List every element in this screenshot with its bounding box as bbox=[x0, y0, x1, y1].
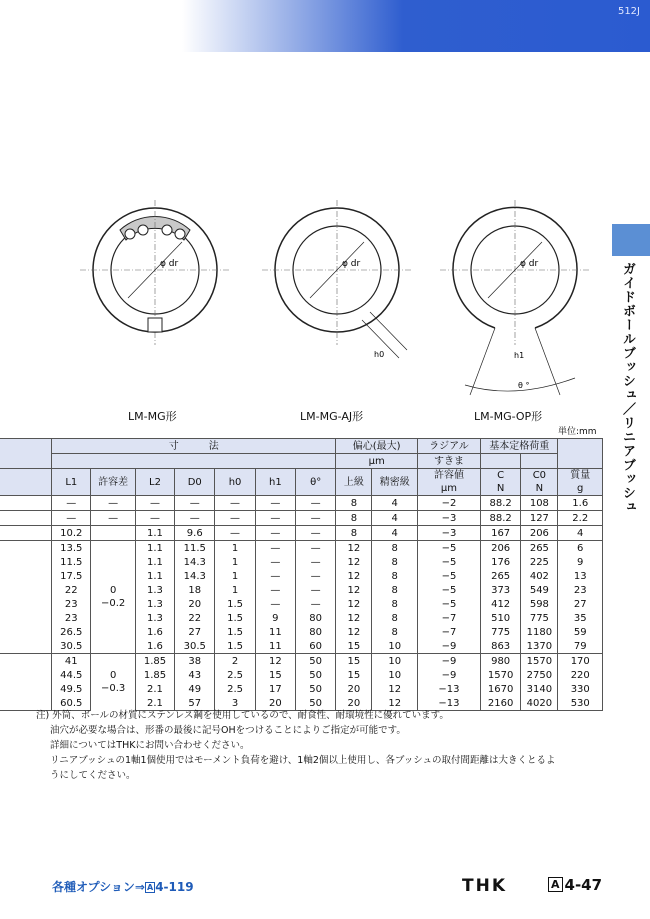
table-cell bbox=[91, 526, 135, 541]
table-cell: 1.6 bbox=[135, 639, 174, 654]
table-cell: 775 bbox=[480, 625, 520, 639]
table-cell: 20 bbox=[336, 682, 372, 696]
table-cell: 1.5 bbox=[215, 611, 255, 625]
header-band bbox=[0, 0, 650, 52]
table-cell: −13 bbox=[417, 682, 480, 696]
table-cell: 598 bbox=[521, 597, 558, 611]
table-cell: 1.5 bbox=[215, 625, 255, 639]
table-cell: 1570 bbox=[521, 654, 558, 669]
table-cell: 80 bbox=[296, 611, 336, 625]
table-cell: 12 bbox=[372, 682, 417, 696]
table-row bbox=[0, 583, 603, 597]
table-cell: 1 bbox=[215, 583, 255, 597]
table-cell: 549 bbox=[521, 583, 558, 597]
radial-header-2: すきま bbox=[417, 454, 480, 469]
table-row bbox=[0, 555, 603, 569]
table-cell: 22 bbox=[52, 583, 91, 597]
table-cell: 17.5 bbox=[52, 569, 91, 583]
table-cell: 38 bbox=[175, 654, 215, 669]
side-tab-text: ガイドボールブッシュ／リニアブッシュ bbox=[620, 262, 635, 514]
table-cell: −3 bbox=[417, 511, 480, 526]
table-cell: — bbox=[296, 496, 336, 511]
table-cell: 18 bbox=[175, 583, 215, 597]
table-cell: 1.5 bbox=[215, 597, 255, 611]
h1-label: h1 bbox=[514, 351, 525, 360]
table-cell: 20 bbox=[175, 597, 215, 611]
dr-label-1: φ dr bbox=[160, 259, 179, 269]
table-cell: 167 bbox=[480, 526, 520, 541]
table-cell: 1.3 bbox=[135, 611, 174, 625]
table-cell: 4 bbox=[372, 526, 417, 541]
notes bbox=[36, 708, 556, 783]
table-cell: — bbox=[255, 526, 295, 541]
table-cell: −5 bbox=[417, 583, 480, 597]
table-cell: 8 bbox=[372, 625, 417, 639]
col-tol: 許容差 bbox=[91, 469, 135, 496]
table-cell: 35 bbox=[558, 611, 603, 625]
table-cell: 1.85 bbox=[135, 668, 174, 682]
table-cell: — bbox=[255, 555, 295, 569]
model-cell bbox=[0, 583, 52, 597]
model-cell bbox=[0, 496, 52, 511]
table-cell: 2160 bbox=[480, 696, 520, 711]
page-code: 512J bbox=[617, 6, 640, 17]
page-number bbox=[548, 876, 602, 894]
col-h0: h0 bbox=[215, 469, 255, 496]
table-cell: 2750 bbox=[521, 668, 558, 682]
table-cell: 1.1 bbox=[135, 555, 174, 569]
tol-cell: 0 −0.2 bbox=[91, 541, 135, 654]
table-cell: 1 bbox=[215, 569, 255, 583]
table-cell: 23 bbox=[52, 611, 91, 625]
table-cell: 6 bbox=[558, 541, 603, 556]
table-cell: 8 bbox=[372, 597, 417, 611]
spec-table-body bbox=[0, 496, 603, 711]
table-cell: 980 bbox=[480, 654, 520, 669]
table-cell: 11 bbox=[255, 639, 295, 654]
col-c: C bbox=[497, 470, 505, 481]
note-4: うにしてください。 bbox=[50, 770, 136, 781]
table-row bbox=[0, 639, 603, 654]
table-cell: — bbox=[255, 496, 295, 511]
table-cell: 1.85 bbox=[135, 654, 174, 669]
table-cell: 3140 bbox=[521, 682, 558, 696]
radial-unit: μm bbox=[440, 483, 458, 494]
diagram-label-2: LM-MG-AJ形 bbox=[300, 410, 364, 423]
options-link[interactable] bbox=[52, 878, 194, 895]
table-cell: 12 bbox=[336, 555, 372, 569]
table-cell: 27 bbox=[558, 597, 603, 611]
table-cell: — bbox=[215, 526, 255, 541]
table-cell: 26.5 bbox=[52, 625, 91, 639]
diagram-label-3: LM-MG-OP形 bbox=[474, 410, 543, 423]
table-cell: — bbox=[255, 511, 295, 526]
table-cell: — bbox=[135, 496, 174, 511]
col-c0: C0 bbox=[532, 470, 547, 481]
dims-header: 寸 法 bbox=[52, 439, 336, 454]
dr-label-2: φ dr bbox=[342, 259, 361, 269]
table-cell: 50 bbox=[296, 668, 336, 682]
table-cell: 2.2 bbox=[558, 511, 603, 526]
table-cell: 30.5 bbox=[52, 639, 91, 654]
col-mass: 質量 bbox=[570, 470, 591, 481]
table-cell: 8 bbox=[336, 496, 372, 511]
diagram-lm-mg bbox=[80, 200, 230, 350]
table-cell: 1370 bbox=[521, 639, 558, 654]
table-cell: — bbox=[255, 541, 295, 556]
table-cell: −3 bbox=[417, 526, 480, 541]
table-cell: 17 bbox=[255, 682, 295, 696]
table-cell: 2.5 bbox=[215, 668, 255, 682]
table-cell: 57 bbox=[175, 696, 215, 711]
note-1: 油穴が必要な場合は、形番の最後に記号OHをつけることによりご指定が可能です。 bbox=[50, 725, 406, 736]
h0-label: h0 bbox=[374, 350, 385, 359]
table-cell: — bbox=[255, 583, 295, 597]
col-l2: L2 bbox=[135, 469, 174, 496]
table-cell: 206 bbox=[521, 526, 558, 541]
table-cell: — bbox=[255, 597, 295, 611]
table-cell: 9 bbox=[558, 555, 603, 569]
table-cell: 8 bbox=[372, 569, 417, 583]
col-h1: h1 bbox=[255, 469, 295, 496]
table-cell: −13 bbox=[417, 696, 480, 711]
table-row bbox=[0, 611, 603, 625]
table-row bbox=[0, 541, 603, 556]
table-cell: −7 bbox=[417, 625, 480, 639]
table-cell: 8 bbox=[372, 555, 417, 569]
table-cell: 1.1 bbox=[135, 541, 174, 556]
table-cell: 2 bbox=[215, 654, 255, 669]
table-cell: 9 bbox=[255, 611, 295, 625]
model-cell bbox=[0, 511, 52, 526]
table-row bbox=[0, 597, 603, 611]
model-cell bbox=[0, 541, 52, 556]
table-cell: 10 bbox=[372, 639, 417, 654]
table-cell: 108 bbox=[521, 496, 558, 511]
table-cell: 176 bbox=[480, 555, 520, 569]
model-cell bbox=[0, 569, 52, 583]
table-cell: 4 bbox=[372, 511, 417, 526]
table-cell: 127 bbox=[521, 511, 558, 526]
table-cell: 10.2 bbox=[52, 526, 91, 541]
table-cell: 79 bbox=[558, 639, 603, 654]
table-row bbox=[0, 668, 603, 682]
table-cell: 15 bbox=[255, 668, 295, 682]
table-cell: −9 bbox=[417, 654, 480, 669]
table-cell: 3 bbox=[215, 696, 255, 711]
diagram-lm-mg-aj bbox=[262, 200, 422, 365]
table-cell: 530 bbox=[558, 696, 603, 711]
table-cell: 88.2 bbox=[480, 496, 520, 511]
unit-label: 単位:mm bbox=[558, 427, 597, 437]
table-cell: −5 bbox=[417, 569, 480, 583]
table-cell: 15 bbox=[336, 639, 372, 654]
table-row bbox=[0, 526, 603, 541]
diagram-label-1: LM-MG形 bbox=[128, 410, 177, 423]
table-cell: −9 bbox=[417, 639, 480, 654]
options-link-page: 4-119 bbox=[155, 880, 194, 894]
table-cell: 225 bbox=[521, 555, 558, 569]
table-cell: 23 bbox=[52, 597, 91, 611]
col-l1: L1 bbox=[52, 469, 91, 496]
model-cell bbox=[0, 682, 52, 696]
table-cell: 863 bbox=[480, 639, 520, 654]
table-cell: 49.5 bbox=[52, 682, 91, 696]
table-cell: 11.5 bbox=[175, 541, 215, 556]
table-cell: −5 bbox=[417, 597, 480, 611]
ecc-header: 偏心(最大) bbox=[336, 439, 418, 454]
table-cell: 13 bbox=[558, 569, 603, 583]
load-header: 基本定格荷重 bbox=[480, 439, 557, 454]
table-cell: 1.5 bbox=[215, 639, 255, 654]
table-cell: 4020 bbox=[521, 696, 558, 711]
table-cell: 10 bbox=[372, 654, 417, 669]
note-3: リニアブッシュの1軸1個使用ではモーメント負荷を避け、1軸2個以上使用し、各ブッシュの取付間距離は大きくとるよ bbox=[50, 755, 556, 766]
diagram-lm-mg-op bbox=[440, 200, 590, 400]
table-cell: 15 bbox=[336, 668, 372, 682]
table-cell: 49 bbox=[175, 682, 215, 696]
table-cell: 23 bbox=[558, 583, 603, 597]
table-cell: 170 bbox=[558, 654, 603, 669]
table-cell: 12 bbox=[336, 625, 372, 639]
table-cell: −5 bbox=[417, 555, 480, 569]
col-c-unit: N bbox=[496, 483, 505, 494]
table-cell: 206 bbox=[480, 541, 520, 556]
thk-logo: THK bbox=[462, 876, 507, 896]
table-row bbox=[0, 625, 603, 639]
table-cell: 1.6 bbox=[558, 496, 603, 511]
table-cell: — bbox=[296, 541, 336, 556]
tol-cell: 0 −0.3 bbox=[91, 654, 135, 711]
table-cell: 1.3 bbox=[135, 583, 174, 597]
table-cell: 22 bbox=[175, 611, 215, 625]
note-2: 詳細についてはTHKにお問い合わせください。 bbox=[50, 740, 250, 751]
table-cell: 1 bbox=[215, 541, 255, 556]
table-cell: 8 bbox=[372, 583, 417, 597]
table-cell: — bbox=[175, 496, 215, 511]
table-cell: — bbox=[296, 526, 336, 541]
spec-table bbox=[0, 438, 603, 711]
table-cell: 15 bbox=[336, 654, 372, 669]
table-cell: 373 bbox=[480, 583, 520, 597]
dr-label-3: φ dr bbox=[520, 259, 539, 269]
table-cell: 2.1 bbox=[135, 696, 174, 711]
table-cell: 80 bbox=[296, 625, 336, 639]
table-cell: −2 bbox=[417, 496, 480, 511]
table-cell: 330 bbox=[558, 682, 603, 696]
table-cell: 11.5 bbox=[52, 555, 91, 569]
options-link-box: A bbox=[146, 883, 154, 892]
theta-label: θ ° bbox=[518, 381, 530, 390]
table-cell: 412 bbox=[480, 597, 520, 611]
ecc-unit: μm bbox=[336, 454, 418, 469]
table-cell: 9.6 bbox=[175, 526, 215, 541]
table-cell: 1.1 bbox=[135, 569, 174, 583]
table-cell: — bbox=[91, 511, 135, 526]
model-cell bbox=[0, 597, 52, 611]
table-cell: 1.3 bbox=[135, 597, 174, 611]
table-cell: −9 bbox=[417, 668, 480, 682]
table-cell: 88.2 bbox=[480, 511, 520, 526]
table-cell: 4 bbox=[558, 526, 603, 541]
col-d0: D0 bbox=[175, 469, 215, 496]
page-box: A bbox=[548, 877, 563, 892]
table-cell: — bbox=[296, 583, 336, 597]
table-cell: — bbox=[296, 555, 336, 569]
table-cell: 27 bbox=[175, 625, 215, 639]
table-cell: 60 bbox=[296, 639, 336, 654]
table-cell: 4 bbox=[372, 496, 417, 511]
table-cell: 1.1 bbox=[135, 526, 174, 541]
table-cell: 50 bbox=[296, 696, 336, 711]
table-cell: 13.5 bbox=[52, 541, 91, 556]
table-row bbox=[0, 654, 603, 669]
table-cell: 12 bbox=[336, 611, 372, 625]
table-cell: 265 bbox=[480, 569, 520, 583]
table-cell: 30.5 bbox=[175, 639, 215, 654]
table-cell: 1180 bbox=[521, 625, 558, 639]
table-cell: 8 bbox=[372, 541, 417, 556]
table-cell: 1 bbox=[215, 555, 255, 569]
table-cell: 510 bbox=[480, 611, 520, 625]
table-row bbox=[0, 569, 603, 583]
col-theta: θ° bbox=[296, 469, 336, 496]
table-cell: −7 bbox=[417, 611, 480, 625]
table-cell: 59 bbox=[558, 625, 603, 639]
table-cell: 2.1 bbox=[135, 682, 174, 696]
table-cell: 50 bbox=[296, 654, 336, 669]
table-cell: — bbox=[296, 511, 336, 526]
table-cell: 8 bbox=[372, 611, 417, 625]
table-cell: — bbox=[52, 496, 91, 511]
table-cell: 10 bbox=[372, 668, 417, 682]
radial-header-1: ラジアル bbox=[417, 439, 480, 454]
table-cell: 1.6 bbox=[135, 625, 174, 639]
table-cell: — bbox=[296, 569, 336, 583]
table-cell: — bbox=[175, 511, 215, 526]
options-link-text: 各種オプション⇒ bbox=[52, 880, 145, 894]
table-cell: 265 bbox=[521, 541, 558, 556]
table-cell: — bbox=[52, 511, 91, 526]
table-cell: 220 bbox=[558, 668, 603, 682]
table-cell: 41 bbox=[52, 654, 91, 669]
note-0: 注) 外筒、ボールの材質にステンレス鋼を使用しているので、耐食性、耐環境性に優れています。 bbox=[36, 710, 449, 721]
table-cell: — bbox=[135, 511, 174, 526]
col-upper: 上級 bbox=[336, 469, 372, 496]
table-cell: 1670 bbox=[480, 682, 520, 696]
table-cell: −5 bbox=[417, 541, 480, 556]
table-cell: — bbox=[215, 496, 255, 511]
model-cell bbox=[0, 668, 52, 682]
table-cell: — bbox=[296, 597, 336, 611]
table-row bbox=[0, 496, 603, 511]
table-cell: 44.5 bbox=[52, 668, 91, 682]
radial-header-3: 許容値 bbox=[433, 470, 464, 481]
table-cell: 60.5 bbox=[52, 696, 91, 711]
table-cell: 12 bbox=[255, 654, 295, 669]
model-cell bbox=[0, 639, 52, 654]
table-cell: — bbox=[255, 569, 295, 583]
table-cell: 12 bbox=[336, 597, 372, 611]
table-cell: 402 bbox=[521, 569, 558, 583]
col-c0-unit: N bbox=[535, 483, 544, 494]
table-cell: 50 bbox=[296, 682, 336, 696]
page-num-text: 4-47 bbox=[564, 876, 603, 894]
col-mass-unit: g bbox=[577, 483, 584, 494]
table-cell: — bbox=[91, 496, 135, 511]
model-cell bbox=[0, 625, 52, 639]
model-cell bbox=[0, 654, 52, 669]
model-cell bbox=[0, 611, 52, 625]
table-cell: 14.3 bbox=[175, 569, 215, 583]
table-cell: 2.5 bbox=[215, 682, 255, 696]
table-cell: — bbox=[215, 511, 255, 526]
table-cell: 775 bbox=[521, 611, 558, 625]
table-cell: 8 bbox=[336, 526, 372, 541]
table-cell: 12 bbox=[336, 583, 372, 597]
model-cell bbox=[0, 526, 52, 541]
table-cell: 12 bbox=[336, 541, 372, 556]
table-cell: 11 bbox=[255, 625, 295, 639]
table-row bbox=[0, 682, 603, 696]
table-cell: 14.3 bbox=[175, 555, 215, 569]
table-cell: 43 bbox=[175, 668, 215, 682]
table-cell: 12 bbox=[336, 569, 372, 583]
side-tab-marker bbox=[612, 224, 650, 256]
col-precision: 精密級 bbox=[372, 469, 417, 496]
table-cell: 20 bbox=[336, 696, 372, 711]
model-cell bbox=[0, 555, 52, 569]
table-cell: 20 bbox=[255, 696, 295, 711]
table-cell: 1570 bbox=[480, 668, 520, 682]
table-cell: 8 bbox=[336, 511, 372, 526]
table-cell: 12 bbox=[372, 696, 417, 711]
table-row bbox=[0, 511, 603, 526]
